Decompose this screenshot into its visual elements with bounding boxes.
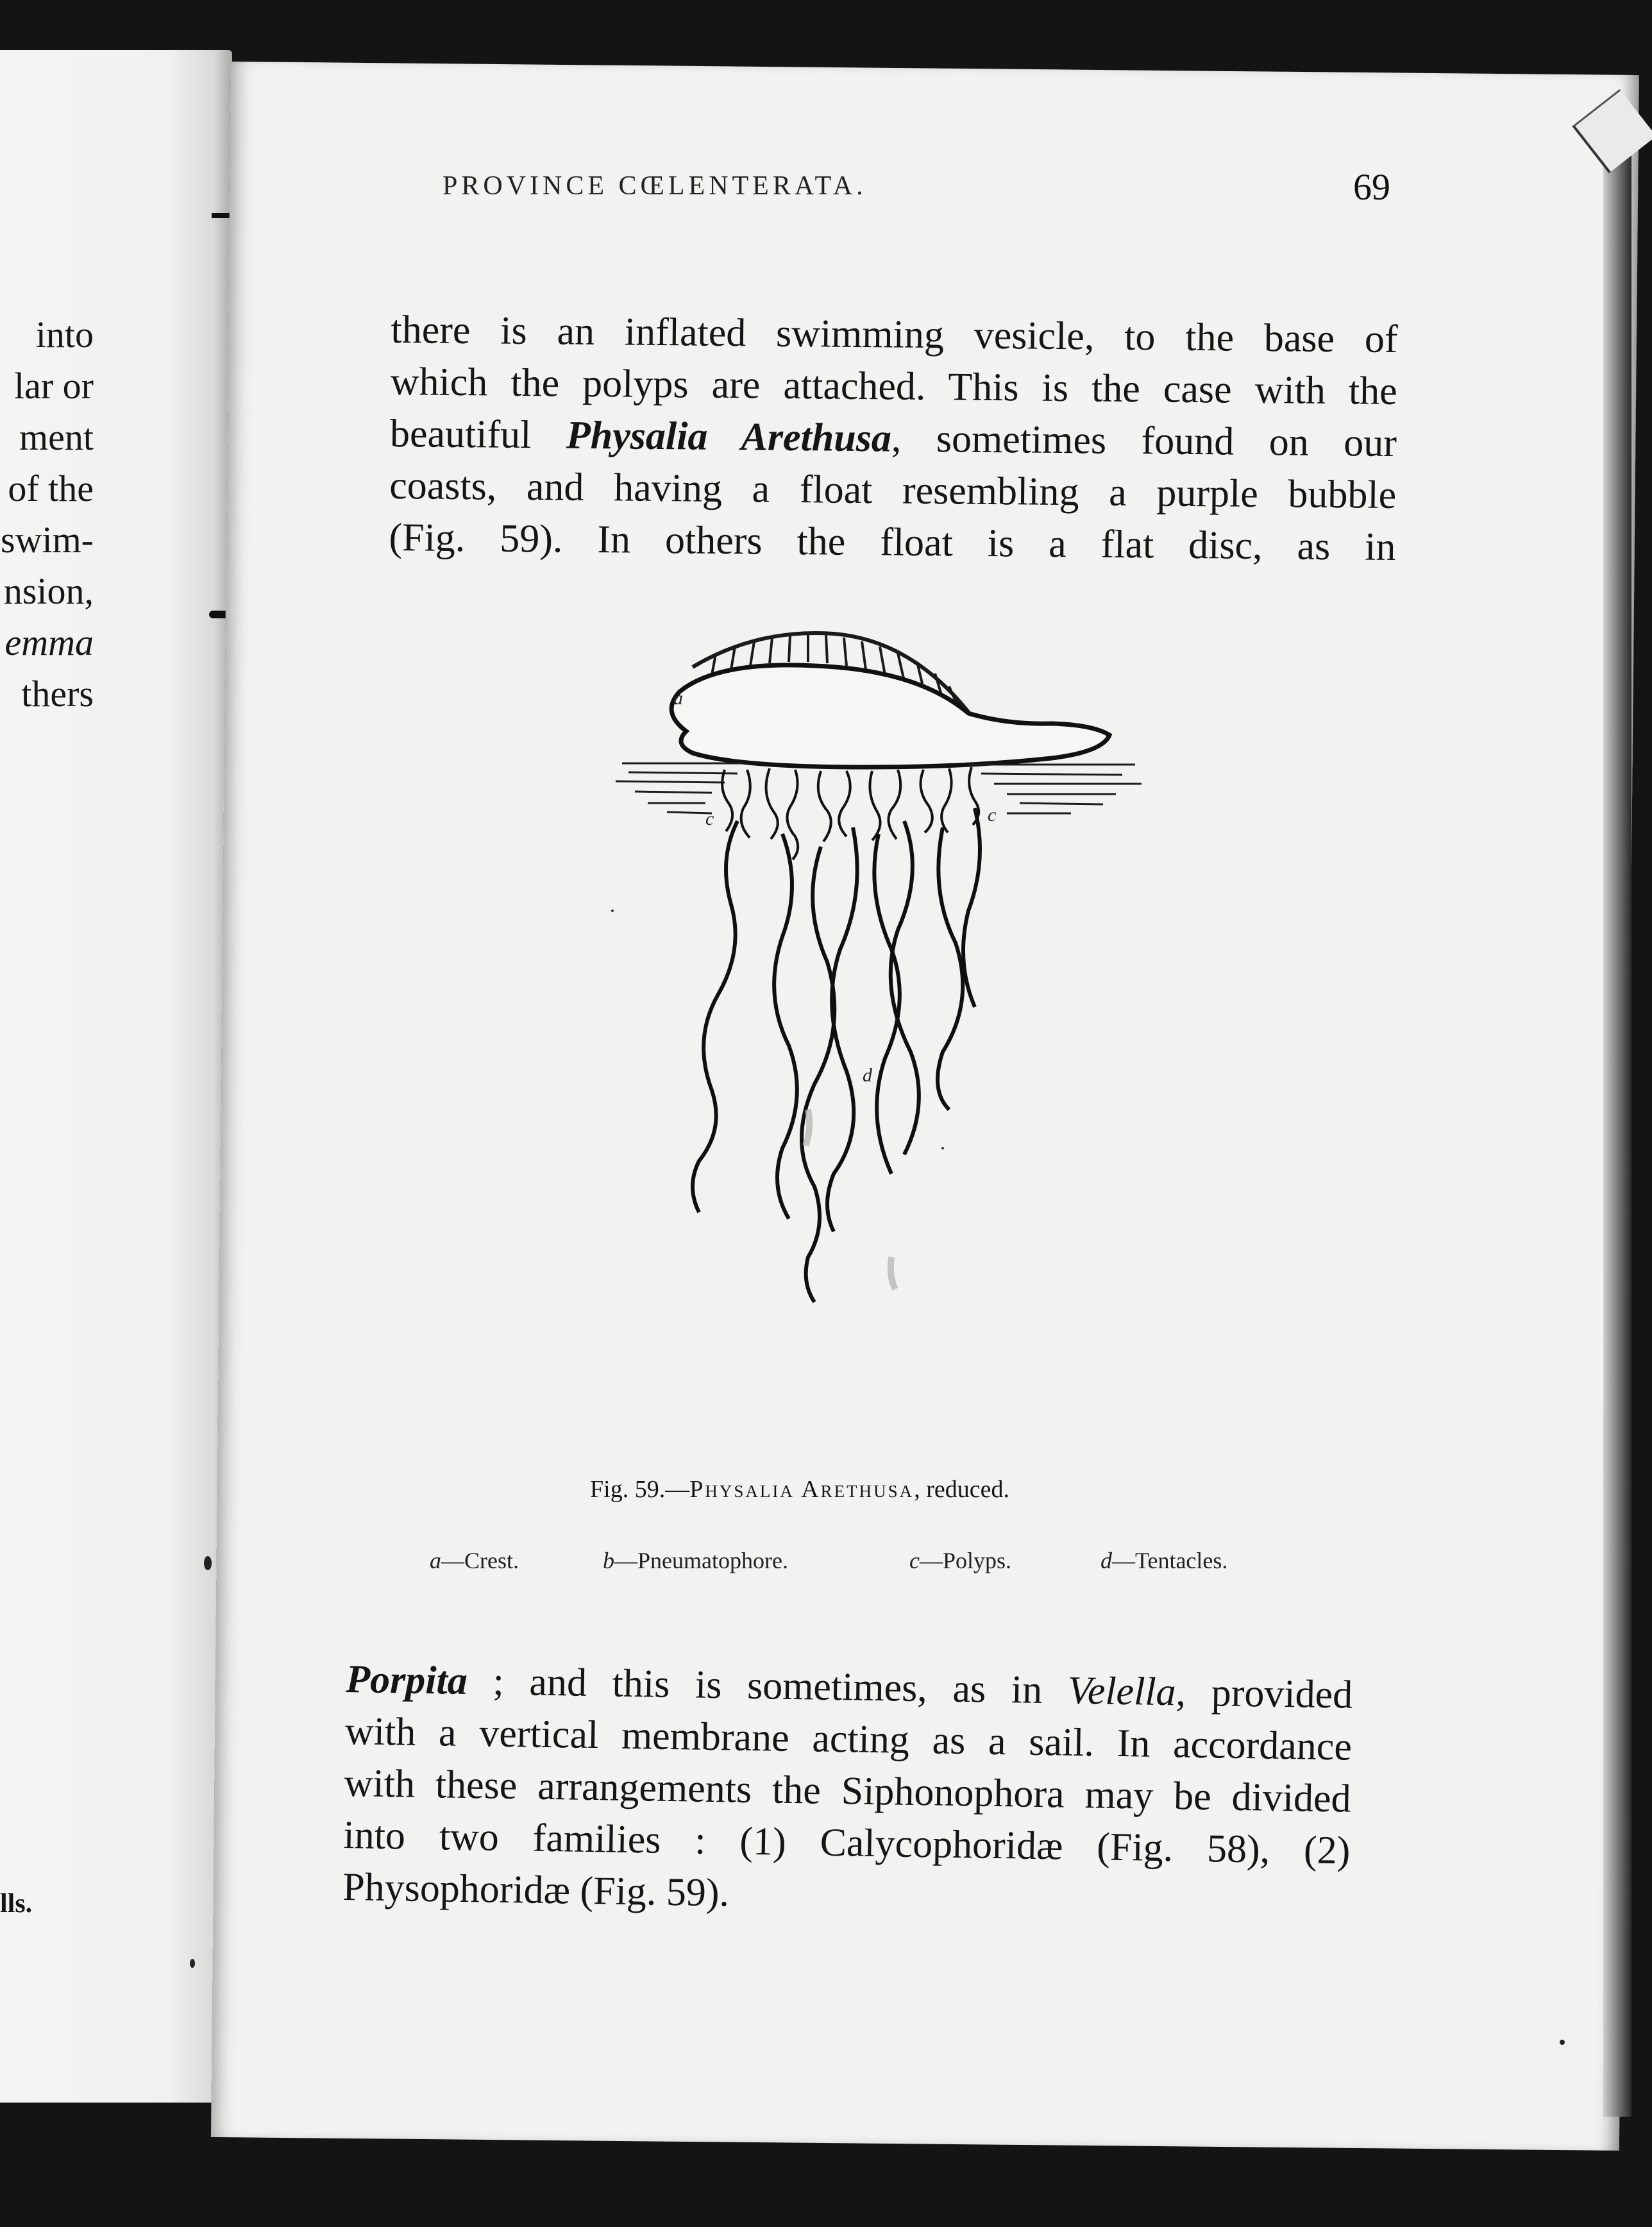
paragraph-top: [389, 304, 1398, 573]
left-fragment-line: thers: [21, 673, 94, 715]
left-fragment-line: swim-: [1, 519, 94, 561]
text-run: ; and this is sometimes, as in: [467, 1659, 1068, 1713]
text-line: Physophoridæ (Fig. 59).: [342, 1865, 730, 1915]
figure-caption: [590, 1475, 1167, 1503]
legend-letter: c: [909, 1548, 920, 1573]
text-line: [390, 408, 1397, 470]
page-number: 69: [1353, 166, 1390, 208]
text-line: which the polyps are attached. This is the case with the: [390, 359, 1398, 414]
running-head: PROVINCE CŒLENTERATA.: [442, 171, 867, 201]
left-fragment-line: lar or: [14, 365, 94, 407]
text-run: , provided: [1176, 1670, 1353, 1717]
caption-prefix: Fig. 59.—: [590, 1476, 690, 1503]
legend-item-tentacles: [1100, 1547, 1227, 1574]
left-fragment-line: nsion,: [3, 570, 94, 612]
left-fragment-line: of the: [8, 468, 94, 509]
genus-name-porpita: Porpita: [345, 1657, 468, 1703]
left-page-fragment: [0, 50, 232, 2103]
left-fragment-line: ment: [19, 416, 94, 458]
text-line: there is an inflated swimming vesicle, to the base of: [391, 307, 1398, 362]
figure-label-crest: a: [673, 688, 683, 709]
caption-title: Physalia Arethusa: [689, 1476, 914, 1503]
figure-label-polyps: c: [988, 804, 997, 826]
ink-speck: [204, 1556, 212, 1570]
left-fragment-line: emma: [4, 622, 94, 663]
ink-speck: [1560, 2040, 1565, 2045]
text-line: (Fig. 59). In others the float is a flat disc, as in: [389, 515, 1396, 570]
left-footer-fragment: lls.: [0, 1889, 33, 1918]
legend-letter: a: [430, 1548, 441, 1573]
legend-item-pneumatophore: [603, 1547, 788, 1574]
legend-text: —Polyps.: [919, 1548, 1012, 1573]
text-line: coasts, and having a float resembling a purple bubble: [389, 463, 1397, 518]
left-fragment-line: into: [35, 314, 94, 355]
legend-letter: d: [1100, 1548, 1112, 1573]
caption-suffix: , reduced.: [914, 1476, 1009, 1503]
species-name-physalia: Physalia Arethusa: [566, 413, 892, 461]
text-run: beautiful: [389, 411, 567, 457]
text-line: with a vertical membrane acting as a sail. In accordance: [344, 1709, 1353, 1769]
legend-item-polyps: [909, 1547, 1011, 1574]
legend-text: —Tentacles.: [1112, 1548, 1228, 1573]
legend-letter: b: [603, 1548, 614, 1573]
legend-item-crest: [430, 1547, 519, 1574]
paragraph-bottom: [342, 1654, 1353, 1929]
genus-name-velella: Velella: [1067, 1668, 1177, 1715]
legend-text: —Pneumatophore.: [614, 1548, 788, 1573]
page-edge-shadow: [1603, 109, 1631, 2117]
figure-physalia-illustration: [609, 616, 1154, 1424]
text-line: with these arrangements the Siphonophora may be divided: [344, 1761, 1352, 1821]
figure-label-tentacles: d: [863, 1065, 872, 1086]
physalia-engraving: [609, 616, 1154, 1424]
figure-label-polyps: c: [705, 808, 714, 829]
legend-text: —Crest.: [441, 1548, 519, 1573]
ink-speck: [190, 1959, 195, 1968]
text-line: into two families : (1) Calycophoridæ (Fig. 58), (2): [343, 1813, 1351, 1873]
text-run: , sometimes found on our: [891, 416, 1397, 466]
